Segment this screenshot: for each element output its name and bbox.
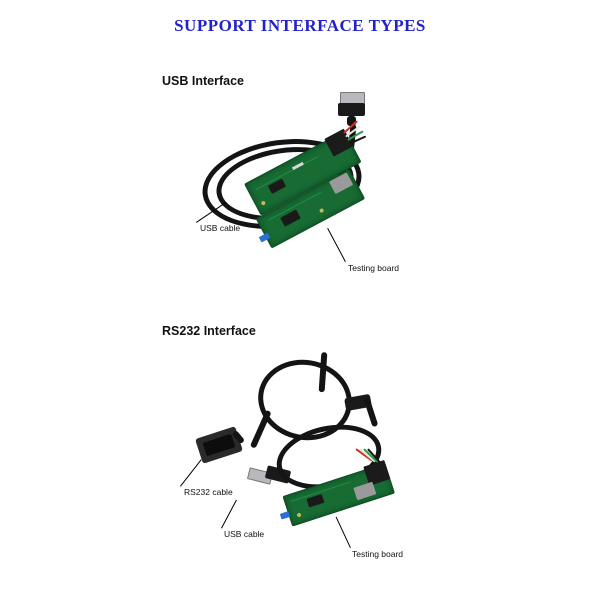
callout-usb-cable-label-2: USB cable [224,529,265,539]
usb-interface-figure [180,90,420,270]
usb-plug-body [338,103,365,116]
callout-testing-board-label-2: Testing board [352,549,404,559]
blue-tab-2 [280,511,290,519]
coupler-cable-right [363,397,378,427]
section-heading-usb: USB Interface [162,74,244,88]
callout-usb-cable-label: USB cable [200,223,241,233]
rs232-cable-down [250,410,272,449]
page-title: SUPPORT INTERFACE TYPES [174,16,426,35]
callout-testing-board-label: Testing board [348,263,400,273]
section-heading-rs232: RS232 Interface [162,324,256,338]
callout-rs232-cable-label: RS232 cable [184,487,233,497]
rs232-interface-figure [180,348,420,558]
